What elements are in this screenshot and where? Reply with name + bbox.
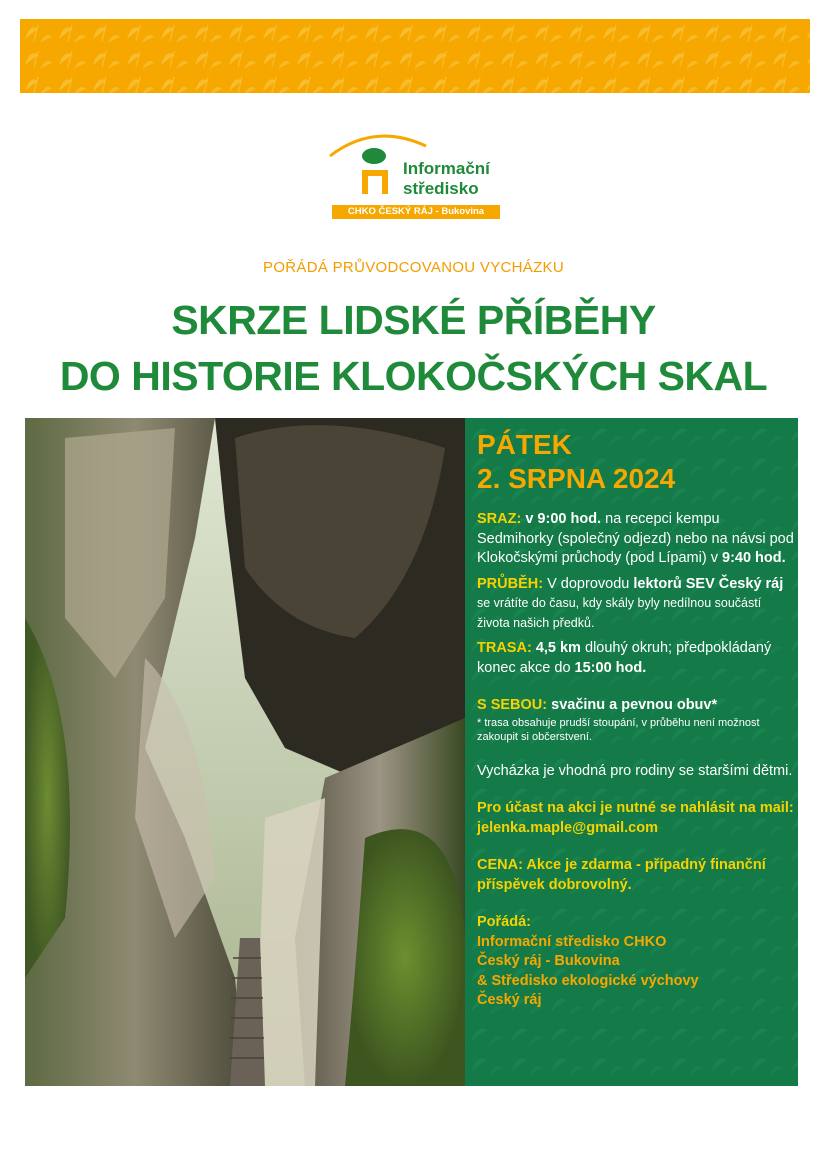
route-end-time: 15:00 hod. [574,659,647,676]
route-length: 4,5 km [535,640,581,656]
registration-note: Pro účast na akci je nutné se nahlásit na mail: jelenka.maple@gmail.com [477,800,794,836]
meeting-time: v 9:00 hod. [525,511,602,527]
logo-text-line2: středisko [403,179,479,198]
event-day: PÁTEK [477,429,572,460]
meeting-label: SRAZ: [477,511,522,527]
program-info [477,575,795,634]
meeting-text: na recepci kempu Sedmihorky (společný odjezd) nebo na návsi pod Klokočskými průchody (pod Lípami) v [477,511,794,566]
meeting-time-2: 9:40 hod. [722,550,786,566]
organizer-line-3: & Středisko ekologické výchovy [477,972,699,989]
organizer-line-4: Český ráj [477,992,542,1008]
program-text-2: se vrátíte do času, kdy skály byly nedílnou součástí života našich předků. [477,596,762,630]
organizer-line: POŘÁDÁ PRŮVODCOVANOU VYCHÁZKU [263,259,564,276]
rock-photo-illustration [25,418,465,1086]
leaf-pattern-icon [20,19,810,93]
bring-info [477,696,795,716]
organizer-line-1: Informační středisko CHKO [477,933,667,950]
logo-text-line1: Informační [403,159,490,178]
meeting-info [477,510,795,569]
page-title-line2: DO HISTORIE KLOKOČSKÝCH SKAL [59,353,768,399]
bring-note: * trasa obsahuje prudší stoupání, v průběhu není možnost zakoupit si občerstvení. [477,716,760,743]
program-lecturers: lektorů SEV Český ráj [633,575,784,592]
rock-canyon-photo [25,418,465,1086]
page-title-line1: SKRZE LIDSKÉ PŘÍBĚHY [171,297,656,343]
decorative-banner [20,19,810,93]
event-date: 2. SRPNA 2024 [477,463,676,494]
route-text: dlouhý okruh; předpokládaný konec akce do [477,640,772,676]
logo [326,128,502,220]
bring-label: S SEBOU: [477,697,548,713]
program-label: PRŮBĚH: [477,575,544,592]
organizer-line-2: Český ráj - Bukovina [477,953,620,969]
families-note: Vycházka je vhodná pro rodiny se staršími dětmi. [477,762,793,779]
route-info [477,639,795,678]
logo-subtitle-bar: CHKO ČESKÝ RÁJ - Bukovina [332,205,500,219]
event-info-panel [465,418,798,1086]
route-label: TRASA: [477,640,532,656]
price-note: CENA: Akce je zdarma - případný finanční příspěvek dobrovolný. [477,857,766,893]
event-details [477,428,795,1011]
bring-text: svačinu a pevnou obuv* [551,697,718,713]
organizer-label: Pořádá: [477,914,531,930]
program-text-1: V doprovodu [547,575,630,592]
